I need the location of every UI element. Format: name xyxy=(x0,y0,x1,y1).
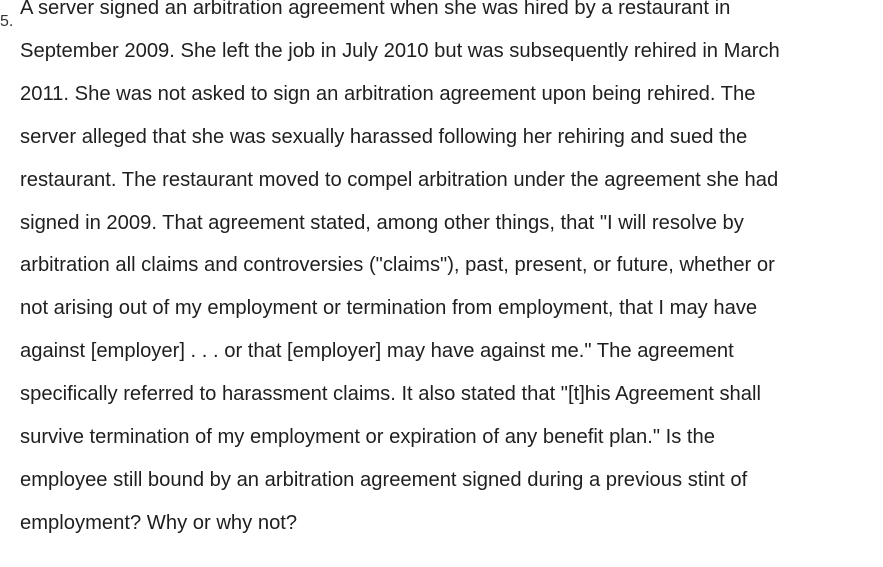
question-line: against [employer] . . . or that [employer] may have against me." The agreement xyxy=(20,340,734,363)
question-line: employee still bound by an arbitration agreement signed during a previous stint of xyxy=(20,468,748,491)
question-line: employment? Why or why not? xyxy=(20,511,298,534)
question-line: survive termination of my employment or expiration of any benefit plan." Is the xyxy=(20,426,715,449)
question-line: server alleged that she was sexually harassed following her rehiring and sued the xyxy=(20,125,748,148)
question-number: 5. xyxy=(0,13,14,30)
question-line: A server signed an arbitration agreement when she was hired by a restaurant in xyxy=(20,0,731,19)
question-line: 2011. She was not asked to sign an arbitration agreement upon being rehired. The xyxy=(20,82,756,105)
question-line: September 2009. She left the job in July 2010 but was subsequently rehired in March xyxy=(20,39,780,62)
question-line: specifically referred to harassment claims. It also stated that "[t]his Agreement shall xyxy=(20,383,761,406)
question-line: signed in 2009. That agreement stated, among other things, that "I will resolve by xyxy=(20,211,744,234)
question-line: not arising out of my employment or termination from employment, that I may have xyxy=(20,297,758,320)
question-text xyxy=(20,0,882,545)
question-line: arbitration all claims and controversies ("claims"), past, present, or future, whether or xyxy=(20,254,775,277)
question-line: restaurant. The restaurant moved to compel arbitration under the agreement she had xyxy=(20,168,779,191)
